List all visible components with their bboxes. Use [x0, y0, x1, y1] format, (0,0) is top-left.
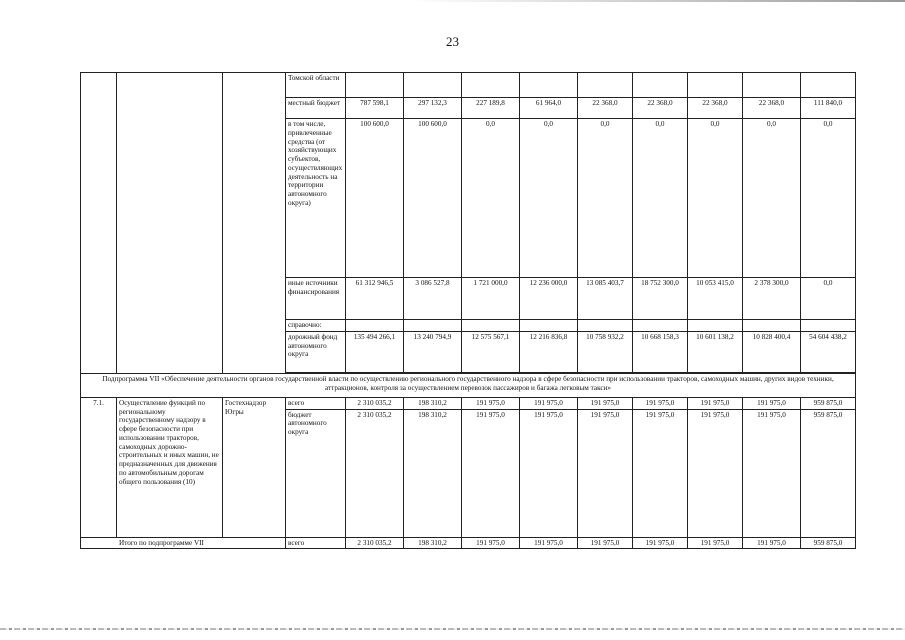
- value-cell: [578, 320, 633, 332]
- value-cell: 227 189,8: [462, 98, 520, 119]
- value-cell: [633, 73, 688, 98]
- value-cell: 0,0: [801, 278, 856, 320]
- value-cell: [404, 320, 462, 332]
- table-row: [81, 73, 856, 98]
- value-cell: [688, 320, 743, 332]
- value-cell: 135 494 266,1: [346, 331, 404, 372]
- value-cell: 191 975,0: [520, 409, 578, 537]
- value-cell: [688, 73, 743, 98]
- financing-table: [80, 72, 856, 549]
- source-cell-total: всего: [286, 397, 346, 409]
- value-cell: 787 598,1: [346, 98, 404, 119]
- source-cell-budget: бюджет автономного округа: [286, 409, 346, 537]
- page-number: 23: [446, 34, 459, 49]
- value-cell: 0,0: [688, 119, 743, 278]
- value-cell: 54 604 438,2: [801, 331, 856, 372]
- value-cell: 191 975,0: [688, 397, 743, 409]
- value-cell: 0,0: [578, 119, 633, 278]
- source-cell-local: местный бюджет: [286, 98, 346, 119]
- value-cell: 22 368,0: [743, 98, 801, 119]
- value-cell: 2 310 035,2: [346, 409, 404, 537]
- value-cell: 18 752 300,0: [633, 278, 688, 320]
- value-cell: 13 240 794,9: [404, 331, 462, 372]
- value-cell: 2 310 035,2: [346, 397, 404, 409]
- source-cell-road-fund: дорожный фонд автономного округа: [286, 331, 346, 372]
- value-cell: 10 668 158,3: [633, 331, 688, 372]
- value-cell: 198 310,2: [404, 397, 462, 409]
- value-cell: 13 085 403,7: [578, 278, 633, 320]
- value-cell: 191 975,0: [633, 397, 688, 409]
- value-cell: 22 368,0: [578, 98, 633, 119]
- value-cell: [462, 320, 520, 332]
- scan-edge-top: [0, 0, 905, 2]
- value-cell: 191 975,0: [462, 397, 520, 409]
- value-cell: 191 975,0: [743, 537, 801, 549]
- value-cell: 297 132,3: [404, 98, 462, 119]
- value-cell: 191 975,0: [462, 409, 520, 537]
- value-cell: 10 601 138,2: [688, 331, 743, 372]
- value-cell: [578, 73, 633, 98]
- value-cell: 198 310,2: [404, 537, 462, 549]
- value-cell: 2 310 035,2: [346, 537, 404, 549]
- value-cell: 10 828 400,4: [743, 331, 801, 372]
- value-cell: [743, 320, 801, 332]
- value-cell: [346, 320, 404, 332]
- value-cell: 12 575 567,1: [462, 331, 520, 372]
- value-cell: [801, 73, 856, 98]
- value-cell: 959 875,0: [801, 409, 856, 537]
- value-cell: 959 875,0: [801, 537, 856, 549]
- value-cell: [404, 73, 462, 98]
- value-cell: 191 975,0: [633, 409, 688, 537]
- subtotal-source: всего: [286, 537, 346, 549]
- value-cell: 100 600,0: [404, 119, 462, 278]
- value-cell: 191 975,0: [578, 397, 633, 409]
- empty-cell-number: [81, 73, 117, 374]
- subprogram-row: [81, 373, 856, 397]
- value-cell: 959 875,0: [801, 397, 856, 409]
- value-cell: 22 368,0: [688, 98, 743, 119]
- item-name: Осуществление функций по региональному государственному надзору в сфере безопасности при использовании тракторов, самоходных дорожно-строительных и иных машин, не предназначенных для движения по автомобильным дорогам общего пользования (10): [117, 397, 223, 537]
- value-cell: 191 975,0: [520, 537, 578, 549]
- empty-cell-name: [117, 73, 223, 374]
- value-cell: 191 975,0: [578, 409, 633, 537]
- source-cell-tomsk: Томской области: [286, 73, 346, 98]
- value-cell: 100 600,0: [346, 119, 404, 278]
- value-cell: 3 086 527,8: [404, 278, 462, 320]
- value-cell: 1 721 000,0: [462, 278, 520, 320]
- value-cell: 191 975,0: [688, 537, 743, 549]
- value-cell: 61 964,0: [520, 98, 578, 119]
- scan-edge-bottom: [0, 628, 905, 630]
- value-cell: 191 975,0: [743, 409, 801, 537]
- value-cell: 198 310,2: [404, 409, 462, 537]
- value-cell: [801, 320, 856, 332]
- value-cell: [633, 320, 688, 332]
- value-cell: 0,0: [520, 119, 578, 278]
- value-cell: 191 975,0: [520, 397, 578, 409]
- value-cell: 10 758 932,2: [578, 331, 633, 372]
- item-executor: Гостехнадзор Югры: [223, 397, 286, 537]
- value-cell: 12 216 836,8: [520, 331, 578, 372]
- source-cell-attracted: в том числе, привлеченные средства (от хозяйствующих субъектов, осуществляющих деятельность на территории автономного округа): [286, 119, 346, 278]
- table-row: [81, 397, 856, 409]
- subtotal-row: [81, 537, 856, 549]
- value-cell: 191 975,0: [633, 537, 688, 549]
- value-cell: 0,0: [743, 119, 801, 278]
- value-cell: 111 840,0: [801, 98, 856, 119]
- value-cell: [520, 320, 578, 332]
- source-cell-other: иные источники финансирования: [286, 278, 346, 320]
- value-cell: 191 975,0: [688, 409, 743, 537]
- value-cell: 191 975,0: [578, 537, 633, 549]
- value-cell: 0,0: [462, 119, 520, 278]
- value-cell: [743, 73, 801, 98]
- subprogram-title: Подпрограмма VII «Обеспечение деятельности органов государственной власти по осуществлению регионального государственного надзора в сфере безопасности при использовании тракторов, самоходных машин, других видов техники, аттракционов, контроля за осуществлением перевозок пассажиров и багажа легковым такси»: [81, 373, 856, 397]
- value-cell: [520, 73, 578, 98]
- subtotal-label: Итого по подпрограмме VII: [81, 537, 286, 549]
- value-cell: 191 975,0: [743, 397, 801, 409]
- source-cell-reference: справочно:: [286, 320, 346, 332]
- value-cell: 191 975,0: [462, 537, 520, 549]
- value-cell: [346, 73, 404, 98]
- value-cell: 0,0: [633, 119, 688, 278]
- value-cell: 10 053 415,0: [688, 278, 743, 320]
- value-cell: 0,0: [801, 119, 856, 278]
- value-cell: 22 368,0: [633, 98, 688, 119]
- value-cell: 61 312 946,5: [346, 278, 404, 320]
- value-cell: 2 378 300,0: [743, 278, 801, 320]
- value-cell: 12 236 000,0: [520, 278, 578, 320]
- value-cell: [462, 73, 520, 98]
- item-number: 7.1.: [81, 397, 117, 537]
- empty-cell-executor: [223, 73, 286, 374]
